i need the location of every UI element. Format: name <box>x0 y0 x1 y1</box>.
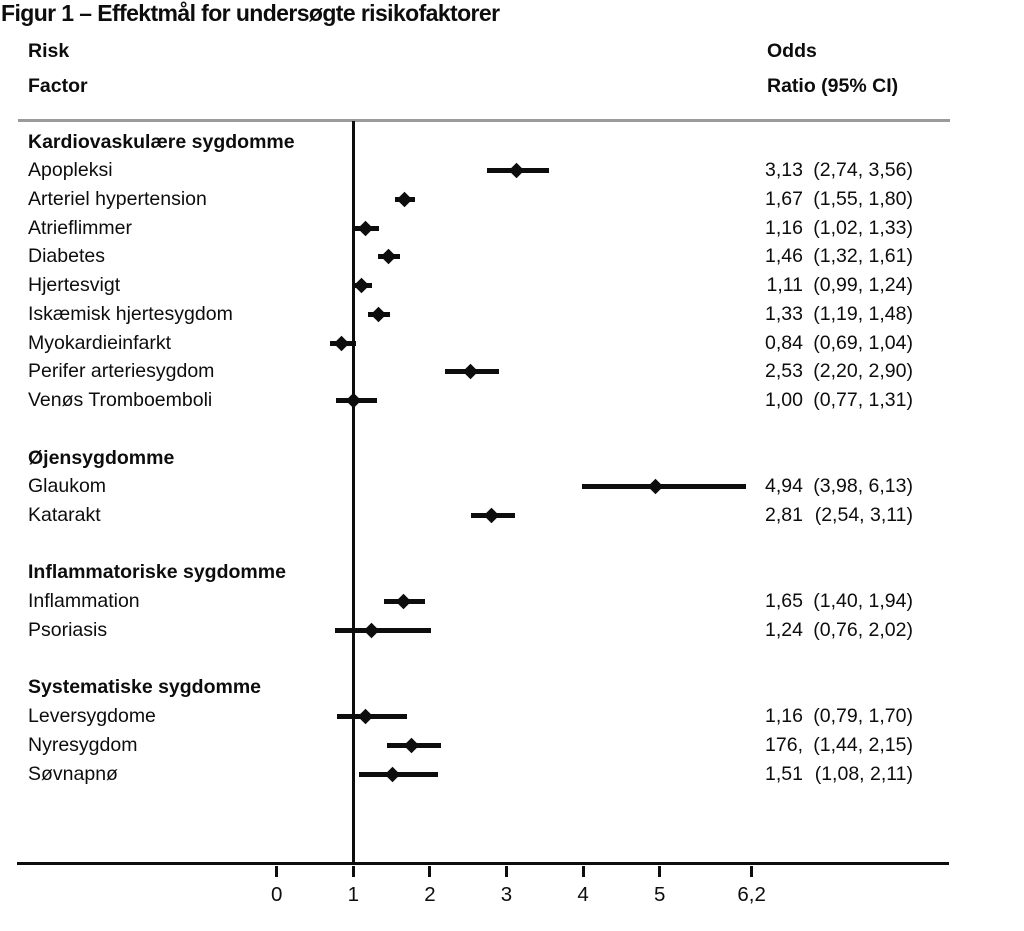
header-separator-line <box>18 119 950 122</box>
point-estimate-marker <box>395 594 411 610</box>
axis-tick <box>275 866 278 877</box>
group-header-label: Kardiovaskulære sygdomme <box>28 130 295 153</box>
axis-tick-label: 6,2 <box>737 883 766 906</box>
point-estimate-marker <box>354 278 370 294</box>
point-estimate-marker <box>397 192 413 208</box>
odds-ratio-header-line1: Odds <box>767 40 817 62</box>
odds-ratio-value: 1,16 <box>765 705 803 728</box>
axis-tick-label: 2 <box>424 883 436 906</box>
odds-ratio-value: 3,13 <box>765 159 803 182</box>
odds-ratio-value: 1,11 <box>766 274 803 297</box>
confidence-interval-value: (2,20, 2,90) <box>813 360 913 383</box>
risk-factor-label: Glaukom <box>28 475 107 498</box>
point-estimate-marker <box>484 508 500 524</box>
point-estimate-marker <box>404 738 420 754</box>
risk-factor-label: Atrieflimmer <box>28 216 133 239</box>
odds-ratio-value: 1,33 <box>765 302 803 325</box>
risk-factor-label: Inflammation <box>28 590 140 613</box>
confidence-interval-value: (0,79, 1,70) <box>813 705 913 728</box>
confidence-interval-value: (1,19, 1,48) <box>813 302 913 325</box>
risk-factor-label: Myokardieinfarkt <box>28 331 172 354</box>
odds-ratio-value: 1,65 <box>765 590 803 613</box>
axis-tick <box>505 866 508 877</box>
risk-factor-label: Hjertesvigt <box>28 274 121 297</box>
odds-ratio-value: 1,16 <box>765 216 803 239</box>
confidence-interval-value: (1,32, 1,61) <box>813 245 913 268</box>
point-estimate-marker <box>364 623 380 639</box>
reference-line <box>352 121 355 865</box>
point-estimate-marker <box>371 307 387 323</box>
odds-ratio-value: 0,84 <box>765 331 803 354</box>
point-estimate-marker <box>463 364 479 380</box>
axis-tick-label: 3 <box>500 883 513 906</box>
risk-factor-label: Katarakt <box>28 503 101 526</box>
risk-factor-header-line1: Risk <box>28 40 70 62</box>
confidence-interval-value: (1,08, 2,11) <box>814 762 913 785</box>
point-estimate-marker <box>647 479 663 495</box>
axis-tick <box>750 866 753 877</box>
group-header-label: Systematiske sygdomme <box>28 676 262 699</box>
confidence-interval-value: (0,99, 1,24) <box>813 274 913 297</box>
risk-factor-label: Perifer arteriesygdom <box>28 360 215 383</box>
risk-factor-label: Søvnapnø <box>28 762 118 785</box>
axis-tick <box>582 866 585 877</box>
confidence-interval-value: (2,74, 3,56) <box>813 159 913 182</box>
confidence-interval-value: (0,76, 2,02) <box>813 618 913 641</box>
risk-factor-label: Psoriasis <box>28 618 108 641</box>
risk-factor-label: Leversygdome <box>28 705 156 728</box>
risk-factor-label: Iskæmisk hjertesygdom <box>28 302 233 325</box>
risk-factor-label: Nyresygdom <box>28 733 138 756</box>
odds-ratio-value: 1,24 <box>765 618 803 641</box>
odds-ratio-value: 4,94 <box>765 475 803 498</box>
axis-tick <box>658 866 661 877</box>
x-axis-line <box>17 862 949 865</box>
risk-factor-label: Apopleksi <box>28 159 113 182</box>
confidence-interval-value: (1,44, 2,15) <box>813 733 913 756</box>
risk-factor-label: Diabetes <box>28 245 105 268</box>
risk-factor-header-line2: Factor <box>28 75 88 97</box>
axis-tick-label: 1 <box>347 883 359 906</box>
risk-factor-label: Venøs Tromboemboli <box>28 389 213 412</box>
odds-ratio-value: 1,00 <box>765 389 803 412</box>
axis-tick-label: 0 <box>270 883 283 906</box>
odds-ratio-value: 2,53 <box>765 360 803 383</box>
confidence-interval-value: (3,98, 6,13) <box>813 475 913 498</box>
point-estimate-marker <box>385 766 401 782</box>
confidence-interval-value: (1,55, 1,80) <box>813 187 913 210</box>
odds-ratio-value: 176, <box>765 733 803 756</box>
confidence-interval-value: (1,40, 1,94) <box>813 590 913 613</box>
confidence-interval-value: (0,77, 1,31) <box>813 389 913 412</box>
risk-factor-label: Arteriel hypertension <box>28 187 207 210</box>
confidence-interval-value: (1,02, 1,33) <box>813 216 913 239</box>
odds-ratio-value: 1,51 <box>765 762 803 785</box>
group-header-label: Øjensygdomme <box>28 446 175 469</box>
confidence-interval-value: (0,69, 1,04) <box>813 331 913 354</box>
point-estimate-marker <box>381 249 397 265</box>
point-estimate-marker <box>358 709 374 725</box>
confidence-interval-value: (2,54, 3,11) <box>814 503 913 526</box>
axis-tick <box>428 866 431 877</box>
point-estimate-marker <box>358 220 374 236</box>
ci-line <box>335 628 432 633</box>
axis-tick-label: 5 <box>653 883 666 906</box>
axis-tick-label: 4 <box>577 883 589 906</box>
axis-tick <box>352 866 355 877</box>
group-header-label: Inflammatoriske sygdomme <box>28 561 286 584</box>
odds-ratio-header-line2: Ratio (95% CI) <box>767 75 899 97</box>
odds-ratio-value: 2,81 <box>765 503 803 526</box>
figure-title: Figur 1 – Effektmål for undersøgte risikofaktorer <box>1 0 500 26</box>
odds-ratio-value: 1,67 <box>765 187 803 210</box>
odds-ratio-value: 1,46 <box>765 245 803 268</box>
point-estimate-marker <box>509 163 525 179</box>
point-estimate-marker <box>333 335 349 351</box>
